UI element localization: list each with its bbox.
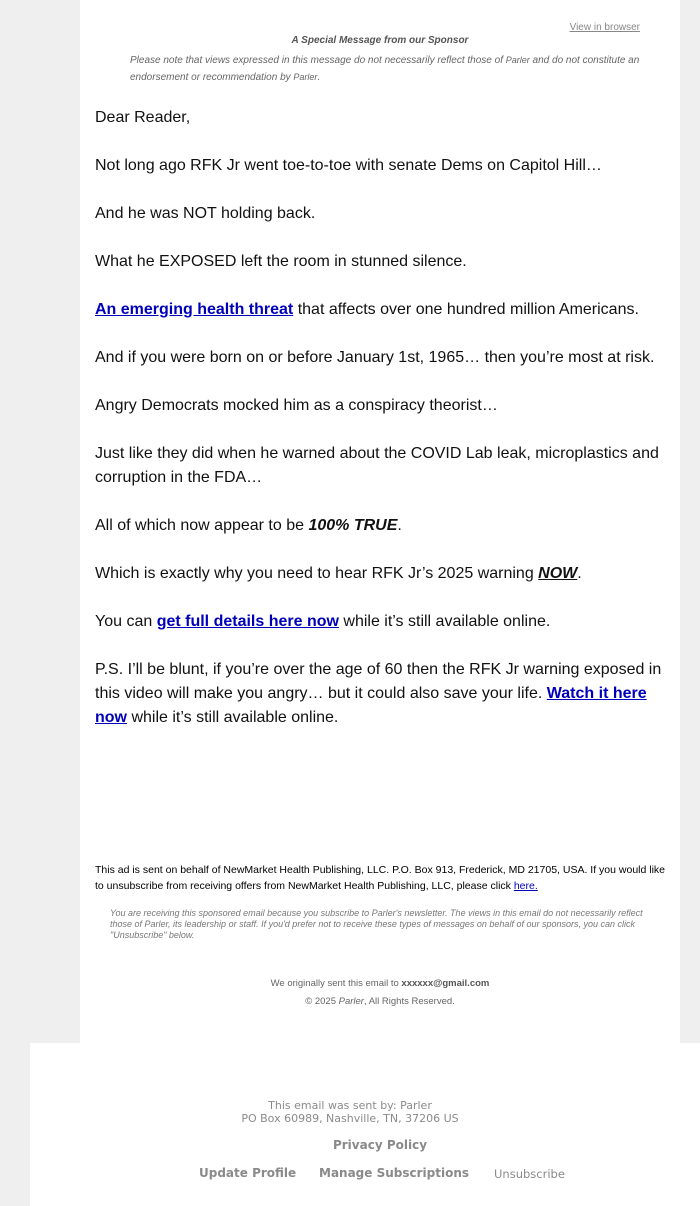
disclaimer-text: Please note that views expressed in this message do not necessarily reflect those of [130, 55, 506, 66]
paragraph-text: You can [95, 613, 157, 630]
sender-address: PO Box 60989, Nashville, TN, 37206 US [241, 1112, 459, 1125]
legal-notice [95, 862, 665, 894]
email-card [80, 0, 680, 1043]
copyright-text: © 2025 [305, 996, 339, 1007]
paragraph-3: What he EXPOSED left the room in stunned silence. [95, 253, 467, 270]
emphasis-text: 100% TRUE [308, 517, 398, 534]
view-in-browser-link[interactable]: View in browser [569, 22, 640, 33]
paragraph-6: Angry Democrats mocked him as a conspiracy theorist… [95, 397, 498, 414]
paragraph-text: Which is exactly why you need to hear RFK Jr’s 2025 warning [95, 565, 539, 582]
paragraph-2: And he was NOT holding back. [95, 205, 316, 222]
sponsor-disclaimer [130, 52, 640, 86]
paragraph-4 [95, 298, 670, 322]
disclaimer-text: and do not constitute an endorsement or recommendation by [130, 55, 640, 83]
sent-by-text: This email was sent by: Parler [268, 1099, 432, 1112]
copyright-brand: Parler [338, 996, 364, 1007]
disclaimer-text: . [317, 72, 321, 83]
paragraph-9 [95, 562, 670, 586]
paragraph-7: Just like they did when he warned about the COVID Lab leak, microplastics and corruption in the FDA… [95, 445, 659, 486]
copyright-text: , All Rights Reserved. [363, 996, 455, 1007]
paragraph-ps [95, 658, 670, 730]
paragraph-text: that affects over one hundred million Americans. [293, 301, 639, 318]
sponsored-email-note: You are receiving this sponsored email because you subscribe to Parler's newsletter. The views in this email do not necessarily reflect those of Parler, its leadership or staff. If you'd prefer not to receive these types of messages on behalf of our sponsors, you can click "Unsubscribe" below. [110, 908, 643, 940]
watch-it-link[interactable]: Watch it here now [95, 685, 647, 726]
greeting: Dear Reader, [95, 109, 191, 126]
paragraph-text: while it’s still available online. [338, 613, 551, 630]
paragraph-text: . [577, 565, 582, 582]
paragraph-text: All of which now appear to be [95, 517, 309, 534]
unsubscribe-here-link[interactable]: here. [513, 880, 538, 892]
paragraph-8 [95, 514, 670, 538]
health-threat-link[interactable]: An emerging health threat [95, 301, 294, 318]
paragraph-text: . [397, 517, 402, 534]
unsubscribe-link[interactable]: Unsubscribe [494, 1167, 565, 1181]
sent-to-text: We originally sent this email to [270, 978, 402, 989]
privacy-policy-link[interactable]: Privacy Policy [332, 1138, 428, 1152]
paragraph-text: while it’s still available online. [127, 709, 339, 726]
paragraph-1: Not long ago RFK Jr went toe-to-toe with senate Dems on Capitol Hill… [95, 157, 602, 174]
sent-to-line [80, 978, 680, 989]
legal-text: This ad is sent on behalf of NewMarket Health Publishing, LLC. P.O. Box 913, Frederick, MD 21705, USA. If you would like to unsubscribe from receiving offers from NewMarket Health Publishing, LLC, please click [95, 864, 666, 892]
update-profile-link[interactable]: Update Profile [199, 1166, 297, 1180]
recipient-email: xxxxxx@gmail.com [401, 978, 490, 989]
disclaimer-brand: Parler [505, 55, 530, 65]
paragraph-10 [95, 610, 670, 634]
get-details-link[interactable]: get full details here now [156, 613, 339, 630]
paragraph-text: P.S. I’ll be blunt, if you’re over the age of 60 then the RFK Jr warning exposed in this video will make you angry… but it could also save your life. [95, 661, 662, 702]
sponsor-title: A Special Message from our Sponsor [291, 35, 469, 46]
sent-by-block [0, 1099, 700, 1125]
manage-subscriptions-link[interactable]: Manage Subscriptions [319, 1166, 470, 1180]
paragraph-5: And if you were born on or before January 1st, 1965… then you’re most at risk. [95, 349, 655, 366]
emphasis-text: NOW [538, 565, 578, 582]
copyright [80, 996, 680, 1007]
disclaimer-brand: Parler [293, 72, 318, 82]
